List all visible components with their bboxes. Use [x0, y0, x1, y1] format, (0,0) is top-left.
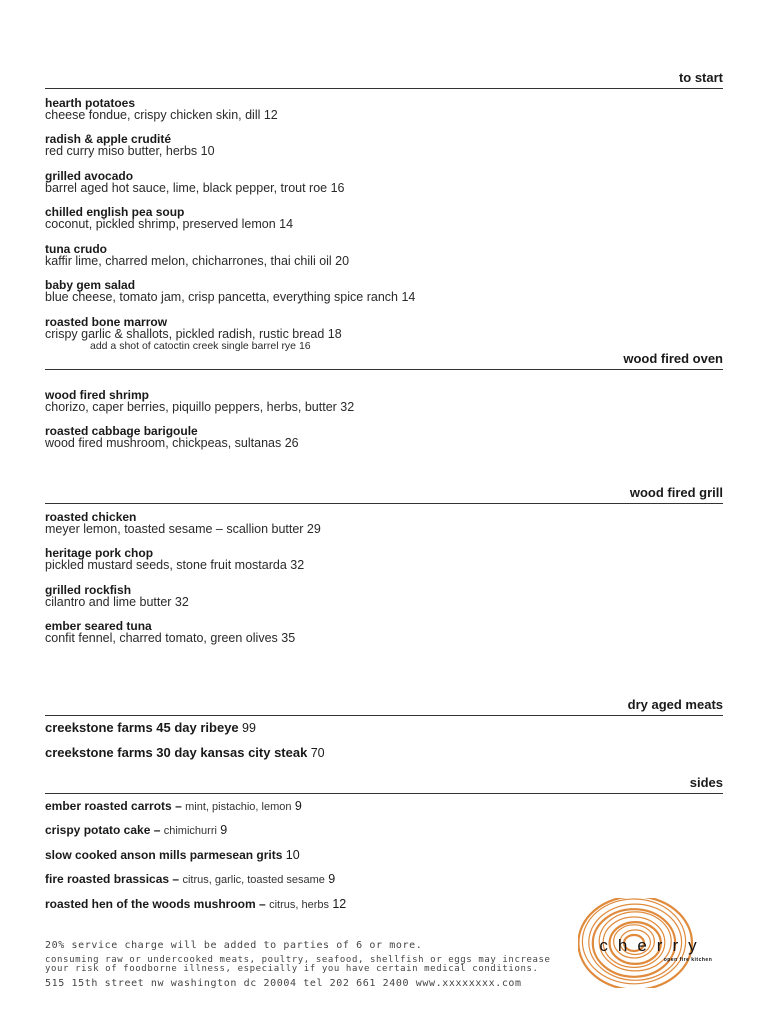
item-dash: –: [259, 897, 266, 911]
item-name: slow cooked anson mills parmesean grits: [45, 848, 283, 862]
section-heading-to-start: to start: [45, 70, 723, 89]
item-name: creekstone farms 45 day ribeye: [45, 720, 239, 735]
menu-item: [45, 547, 725, 572]
health-warning-line-2: your risk of foodborne illness, especially if you have certain medical conditions.: [45, 964, 539, 974]
health-warning-line-1: consuming raw or undercooked meats, poultry, seafood, shellfish or eggs may increase: [45, 955, 551, 965]
menu-item: [45, 425, 725, 450]
item-description: citrus, garlic, toasted sesame: [182, 874, 325, 886]
item-name: creekstone farms 30 day kansas city steak: [45, 745, 308, 760]
menu-item: [45, 823, 725, 838]
menu-item: [45, 799, 725, 814]
section-heading-wood-fired-grill: wood fired grill: [45, 485, 723, 504]
item-name: grilled avocado: [45, 169, 134, 183]
menu-item: [45, 872, 725, 887]
cherry-logo: [578, 898, 728, 988]
section-heading-wood-fired-oven: wood fired oven: [45, 351, 723, 370]
menu-item: [45, 170, 725, 195]
item-description: mint, pistachio, lemon: [185, 801, 292, 813]
item-price: 12: [332, 897, 347, 911]
menu-item: [45, 620, 725, 645]
item-name: hearth potatoes: [45, 96, 136, 110]
item-name: roasted hen of the woods mushroom: [45, 897, 256, 911]
item-name: fire roasted brassicas: [45, 872, 170, 886]
item-description: chimichurri: [163, 825, 217, 837]
item-name: roasted chicken: [45, 510, 137, 524]
item-name: chilled english pea soup: [45, 205, 185, 219]
logo-tagline: open fire kitchen: [663, 957, 713, 963]
menu-item: [45, 316, 725, 341]
item-name: crispy potato cake: [45, 823, 151, 837]
item-description: confit fennel, charred tomato, green olives 35: [45, 631, 296, 645]
menu-item: [45, 243, 725, 268]
menu-item: [45, 511, 725, 536]
item-description: kaffir lime, charred melon, chicharrones, thai chili oil 20: [45, 254, 350, 268]
section-heading-sides: sides: [45, 775, 723, 794]
tree-ring-logo-icon: [578, 898, 728, 988]
item-price: 9: [294, 799, 302, 813]
item-price: 99: [242, 721, 256, 735]
menu-item: [45, 584, 725, 609]
item-price: 70: [310, 746, 325, 760]
item-name: wood fired shrimp: [45, 388, 150, 402]
item-addon: add a shot of catoctin creek single barrel rye 16: [90, 340, 311, 352]
item-price: 10: [285, 848, 300, 862]
menu-item: [45, 746, 725, 760]
item-price: 9: [220, 823, 228, 837]
item-name: roasted bone marrow: [45, 315, 168, 329]
menu-item: [45, 389, 725, 414]
item-name: radish & apple crudité: [45, 132, 172, 146]
menu-item: [45, 721, 725, 735]
item-description: blue cheese, tomato jam, crisp pancetta, everything spice ranch 14: [45, 290, 416, 304]
item-description: red curry miso butter, herbs 10: [45, 144, 215, 158]
item-name: ember roasted carrots: [45, 799, 172, 813]
item-name: tuna crudo: [45, 242, 107, 256]
item-description: citrus, herbs: [269, 899, 329, 911]
item-description: coconut, pickled shrimp, preserved lemon 14: [45, 217, 294, 231]
item-dash: –: [153, 823, 161, 837]
menu-item: [45, 133, 725, 158]
item-name: ember seared tuna: [45, 619, 152, 633]
item-description: barrel aged hot sauce, lime, black pepper, trout roe 16: [45, 181, 345, 195]
item-description: chorizo, caper berries, piquillo peppers, herbs, butter 32: [45, 400, 355, 414]
item-description: cheese fondue, crispy chicken skin, dill 12: [45, 108, 278, 122]
item-description: pickled mustard seeds, stone fruit mostarda 32: [45, 558, 305, 572]
item-description: meyer lemon, toasted sesame – scallion butter 29: [45, 522, 321, 536]
item-name: heritage pork chop: [45, 546, 154, 560]
item-name: grilled rockfish: [45, 583, 132, 597]
item-dash: –: [175, 799, 182, 813]
item-description: crispy garlic & shallots, pickled radish, rustic bread 18: [45, 327, 342, 341]
item-dash: –: [172, 872, 180, 886]
menu-item: [45, 279, 725, 304]
address-line: 515 15th street nw washington dc 20004 tel 202 661 2400 www.xxxxxxxx.com: [45, 978, 522, 989]
menu-item: [45, 206, 725, 231]
item-description: wood fired mushroom, chickpeas, sultanas 26: [45, 436, 299, 450]
item-name: roasted cabbage barigoule: [45, 424, 198, 438]
section-heading-dry-aged-meats: dry aged meats: [45, 697, 723, 716]
item-price: 9: [328, 872, 336, 886]
menu-item: [45, 848, 725, 862]
item-name: baby gem salad: [45, 278, 136, 292]
service-charge-note: 20% service charge will be added to parties of 6 or more.: [45, 940, 423, 951]
menu-item: [45, 97, 725, 122]
item-description: cilantro and lime butter 32: [45, 595, 189, 609]
logo-wordmark: cherry: [599, 936, 707, 955]
